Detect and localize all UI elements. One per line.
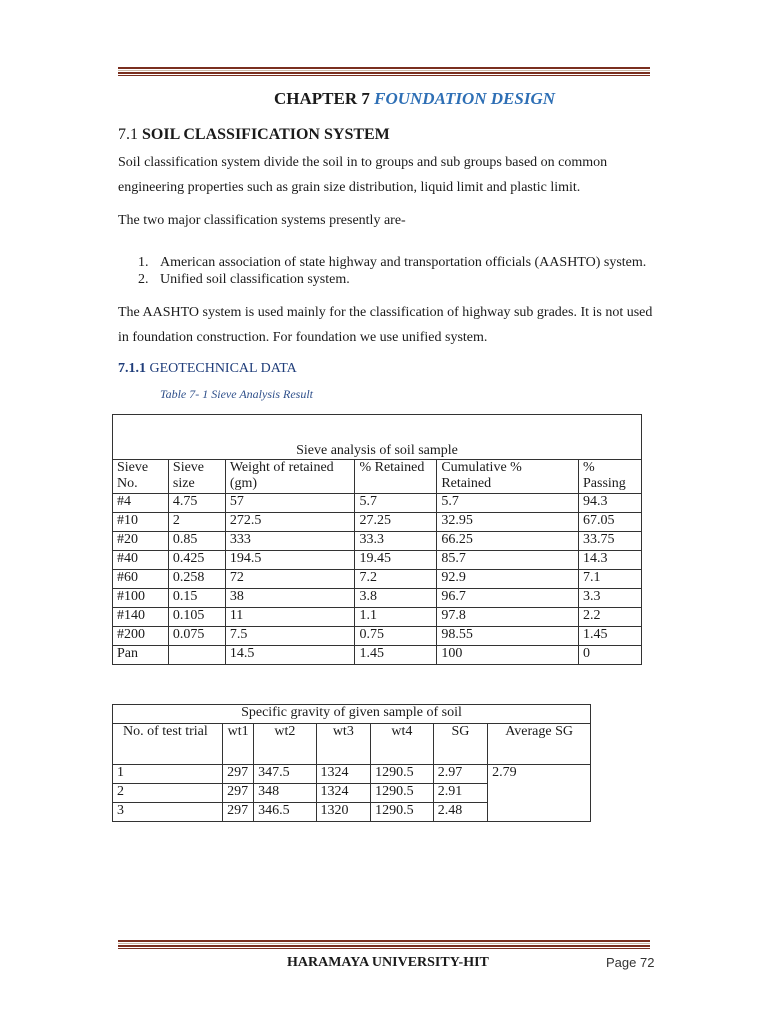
table-row — [113, 570, 642, 589]
column-header: % Passing — [579, 460, 642, 494]
chapter-heading — [274, 89, 555, 109]
table-cell: 5.7 — [355, 494, 437, 513]
table-cell: 2 — [113, 784, 223, 803]
column-header: Sieve size — [168, 460, 225, 494]
table-row — [113, 589, 642, 608]
table-cell: 11 — [225, 608, 355, 627]
list-item: 1. American association of state highway and transportation officials (AASHTO) system. — [138, 255, 647, 270]
table-cell: 57 — [225, 494, 355, 513]
table-row — [113, 532, 642, 551]
chapter-prefix: CHAPTER 7 — [274, 89, 370, 108]
table-cell: 348 — [254, 784, 316, 803]
table-cell: 27.25 — [355, 513, 437, 532]
table-cell: 2.48 — [433, 803, 487, 822]
table-cell: 0.425 — [168, 551, 225, 570]
table-cell: 3 — [113, 803, 223, 822]
table-cell: 0.85 — [168, 532, 225, 551]
table-cell: 2.97 — [433, 765, 487, 784]
header-rule — [118, 67, 650, 76]
paragraph-aashto: The AASHTO system is used mainly for the classification of highway sub grades. It is not used in foundation construction. For foundation we use unified system. — [118, 305, 653, 345]
column-header: % Retained — [355, 460, 437, 494]
column-header: wt2 — [254, 724, 316, 765]
subsection-title: GEOTECHNICAL DATA — [149, 361, 297, 376]
column-header: SG — [433, 724, 487, 765]
table-cell: 1.45 — [355, 646, 437, 665]
table-cell: 98.55 — [437, 627, 579, 646]
page-number: Page 72 — [606, 955, 655, 970]
table-cell: 346.5 — [254, 803, 316, 822]
table-cell: 33.75 — [579, 532, 642, 551]
table-cell: #10 — [113, 513, 169, 532]
table-cell: 1324 — [316, 765, 371, 784]
table-cell: 297 — [223, 784, 254, 803]
table-row — [113, 627, 642, 646]
table-cell: 85.7 — [437, 551, 579, 570]
table-cell: 1320 — [316, 803, 371, 822]
table-cell: #60 — [113, 570, 169, 589]
table-cell: 0.258 — [168, 570, 225, 589]
table-cell: 96.7 — [437, 589, 579, 608]
table-cell: 67.05 — [579, 513, 642, 532]
paragraph-intro: Soil classification system divide the soil in to groups and sub groups based on common engineering properties such as grain size distribution, liquid limit and plastic limit. — [118, 155, 608, 195]
table-cell: 0 — [579, 646, 642, 665]
table-cell: 32.95 — [437, 513, 579, 532]
table-cell: 7.5 — [225, 627, 355, 646]
table-caption: Table 7- 1 Sieve Analysis Result — [160, 387, 313, 401]
table-cell: 66.25 — [437, 532, 579, 551]
column-header: wt4 — [371, 724, 434, 765]
table-cell: 4.75 — [168, 494, 225, 513]
table-cell: #40 — [113, 551, 169, 570]
table-cell — [168, 646, 225, 665]
table-cell: 0.75 — [355, 627, 437, 646]
section-heading — [118, 126, 390, 144]
list-item: 2. Unified soil classification system. — [138, 272, 350, 287]
specific-gravity-table — [112, 704, 591, 822]
classification-list — [138, 254, 646, 288]
table-cell: 347.5 — [254, 765, 316, 784]
table-cell: #200 — [113, 627, 169, 646]
table-cell: 94.3 — [579, 494, 642, 513]
table-cell: #100 — [113, 589, 169, 608]
column-header: Sieve No. — [113, 460, 169, 494]
table-cell: 7.2 — [355, 570, 437, 589]
paragraph-systems: The two major classification systems presently are- — [118, 213, 406, 228]
table-cell: 3.8 — [355, 589, 437, 608]
table-row — [113, 646, 642, 665]
table-cell: 1290.5 — [371, 784, 434, 803]
average-sg-cell: 2.79 — [488, 765, 591, 822]
column-header: Average SG — [488, 724, 591, 765]
table-cell: 272.5 — [225, 513, 355, 532]
table-cell: 1290.5 — [371, 765, 434, 784]
table-row — [113, 494, 642, 513]
section-title: SOIL CLASSIFICATION SYSTEM — [142, 126, 390, 143]
table-cell: 194.5 — [225, 551, 355, 570]
table-cell: 2.91 — [433, 784, 487, 803]
table-cell: #4 — [113, 494, 169, 513]
table-cell: 5.7 — [437, 494, 579, 513]
subsection-number: 7.1.1 — [118, 361, 146, 376]
table-cell: 38 — [225, 589, 355, 608]
table-cell: 3.3 — [579, 589, 642, 608]
table-cell: 0.15 — [168, 589, 225, 608]
column-header: Weight of retained (gm) — [225, 460, 355, 494]
table-cell: 1324 — [316, 784, 371, 803]
table-cell: 92.9 — [437, 570, 579, 589]
footer-rule — [118, 940, 650, 949]
column-header: wt3 — [316, 724, 371, 765]
table-cell: 19.45 — [355, 551, 437, 570]
table-cell: 1.45 — [579, 627, 642, 646]
table-cell: 14.5 — [225, 646, 355, 665]
table-cell: #20 — [113, 532, 169, 551]
section-number: 7.1 — [118, 126, 138, 143]
footer-title: HARAMAYA UNIVERSITY-HIT — [287, 955, 489, 970]
column-header: No. of test trial — [113, 724, 223, 765]
table-cell: 72 — [225, 570, 355, 589]
table-cell: 2.2 — [579, 608, 642, 627]
table-cell: #140 — [113, 608, 169, 627]
table-cell: 297 — [223, 803, 254, 822]
column-header: Cumulative % Retained — [437, 460, 579, 494]
table-row — [113, 765, 591, 784]
table-cell: 2 — [168, 513, 225, 532]
table-cell: 0.075 — [168, 627, 225, 646]
table-cell: 1 — [113, 765, 223, 784]
table-cell: 1.1 — [355, 608, 437, 627]
sieve-analysis-table — [112, 414, 642, 665]
chapter-title: FOUNDATION DESIGN — [374, 89, 556, 108]
table-cell: 1290.5 — [371, 803, 434, 822]
table-row — [113, 608, 642, 627]
table-cell: 333 — [225, 532, 355, 551]
table-row — [113, 551, 642, 570]
table-cell: 297 — [223, 765, 254, 784]
table-row — [113, 513, 642, 532]
table-cell: 100 — [437, 646, 579, 665]
table-title: Sieve analysis of soil sample — [113, 415, 642, 460]
table-cell: 33.3 — [355, 532, 437, 551]
table-cell: Pan — [113, 646, 169, 665]
table-title: Specific gravity of given sample of soil — [113, 705, 591, 724]
table-cell: 97.8 — [437, 608, 579, 627]
column-header: wt1 — [223, 724, 254, 765]
table-cell: 7.1 — [579, 570, 642, 589]
table-cell: 14.3 — [579, 551, 642, 570]
subsection-heading — [118, 361, 297, 377]
table-cell: 0.105 — [168, 608, 225, 627]
